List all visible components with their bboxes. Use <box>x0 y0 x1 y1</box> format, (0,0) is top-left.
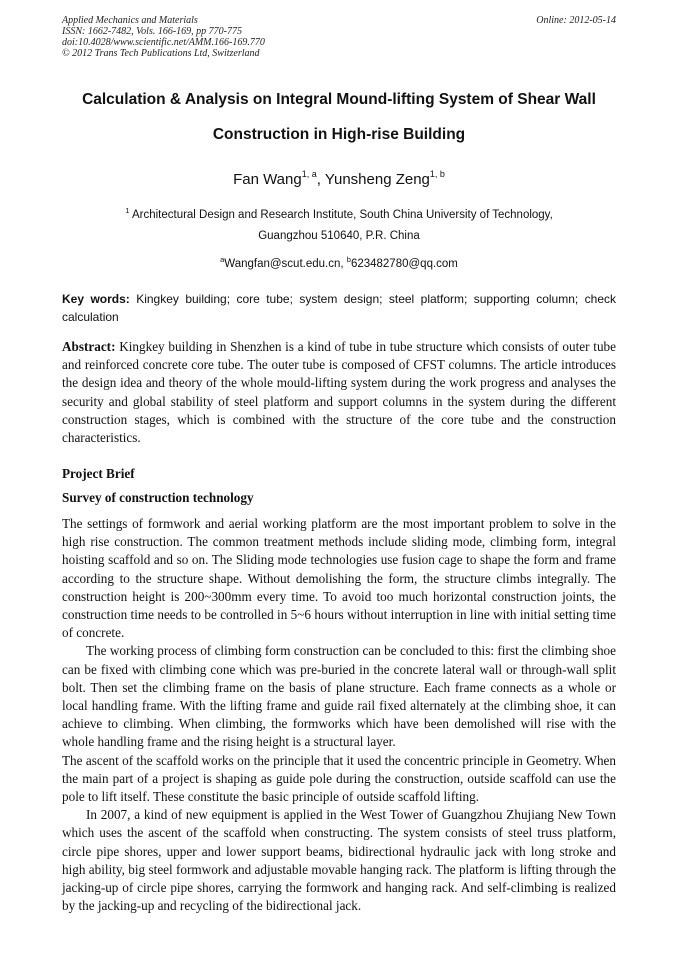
keywords-label: Key words: <box>62 292 130 306</box>
issn-line: ISSN: 1662-7482, Vols. 166-169, pp 770-775 <box>62 26 242 37</box>
paragraph: In 2007, a kind of new equipment is applied in the West Tower of Guangzhou Zhujiang New Town which uses the ascent of the scaffold when constructing. The system consists of steel truss platform, circle pipe shores, upper and lower support beams, bidirectional hydraulic jack with long stroke and high ability, big steel formwork and adjustable movable hanging rack. The platform is lifting through the jacking-up of circle pipe shores, carrying the formwork and hanging rack. And self-climbing is realized by the jacking-up and recycling of the bidirectional jack. <box>62 807 616 914</box>
doi-line: doi:10.4028/www.scientific.net/AMM.166-169.770 <box>62 37 265 48</box>
paragraph: The ascent of the scaffold works on the principle that it used the concentric principle in Geometry. When the main part of a project is shaping as guide pole during the construction, outside scaffold can use the pole to lift itself. These constitute the basic principle of outside scaffold lifting. <box>62 752 616 805</box>
subsection-heading: Survey of construction technology <box>62 490 254 505</box>
abstract-label: Abstract: <box>62 339 116 354</box>
author-separator: , <box>316 171 325 188</box>
paper-title-line-1: Calculation & Analysis on Integral Mound-lifting System of Shear Wall <box>82 91 596 108</box>
author-affiliation-mark: 1, a <box>301 169 317 179</box>
body-text <box>62 515 616 915</box>
email-a: Wangfan@scut.edu.cn, <box>224 257 347 270</box>
online-date: Online: 2012-05-14 <box>536 15 616 26</box>
email-b: 623482780@qq.com <box>350 257 458 270</box>
journal-header <box>62 15 616 59</box>
author-affiliation-mark: 1, b <box>429 169 445 179</box>
affiliation-line-1: $^1$ Architectural Design and Research Institute, South China University of Technology, <box>125 206 553 221</box>
author-name: Yunsheng Zeng <box>324 171 430 188</box>
section-heading: Project Brief <box>62 466 135 481</box>
keywords <box>62 291 616 326</box>
keywords-text: Kingkey building; core tube; system design; steel platform; supporting column; check calculation <box>62 292 617 324</box>
author-emails: $^a$Wangfan@scut.edu.cn, $^b$623482780@qq.com <box>220 255 458 270</box>
copyright-line: © 2012 Trans Tech Publications Ltd, Switzerland <box>62 48 260 59</box>
paper-title-line-2: Construction in High-rise Building <box>212 126 466 143</box>
author-list <box>40 166 638 189</box>
affiliation-mark: 1 <box>125 206 130 215</box>
abstract <box>62 338 616 447</box>
author-name: Fan Wang <box>233 171 302 188</box>
paragraph: The settings of formwork and aerial working platform are the most important problem to solve in the high rise construction. The common treatment methods include sliding mode, climbing form, integral hoisting scaffold and so on. The Sliding mode technologies use fusion cage to shape the form and frame according to the structure shape. Without demolishing the form, the structure climbs integrally. The construction height is 200~300mm every time. To avoid too much horizontal construction joints, the construction time needs to be controlled in 5~6 hours without interruption in line with initial setting time of concrete. <box>62 516 616 641</box>
journal-name: Applied Mechanics and Materials <box>62 15 198 26</box>
affiliation-line-2: Guangzhou 510640, P.R. China <box>258 230 420 242</box>
paragraph: The working process of climbing form construction can be concluded to this: first the climbing shoe can be fixed with climbing cone which was pre-buried in the concrete lateral wall or through-wall split bolt. Then set the climbing frame on the basis of plane structure. Each frame connects as a whole or local handling frame. With the lifting frame and guide rail fixed alternately at the climbing shoe, it can achieve to climbing. When climbing, the formworks which have been demolished will rise with the whole handling frame and the rising height is a structural layer. <box>62 643 616 750</box>
abstract-text: Kingkey building in Shenzhen is a kind of tube in tube structure which consists of outer tube and reinforced concrete core tube. The outer tube is composed of CFST columns. The article introduces the design idea and theory of the whole mould-lifting system during the work progress and analyses the security and global stability of steel platform and support columns in the system during the different construction stages, which is combined with the structure of the core tube and the construction characteristics. <box>62 339 616 446</box>
